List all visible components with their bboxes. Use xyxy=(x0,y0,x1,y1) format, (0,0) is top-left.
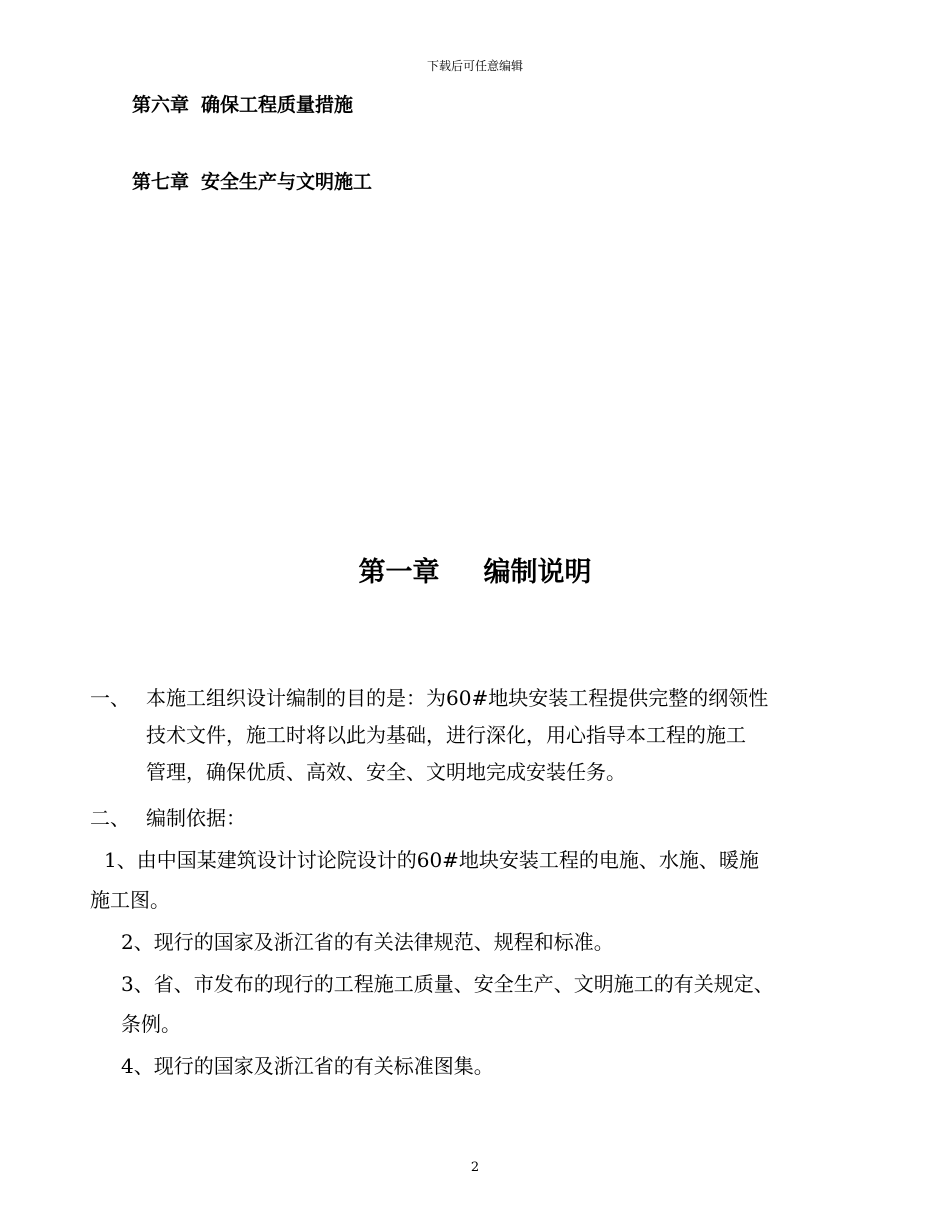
toc-chapter-number: 第七章 xyxy=(132,171,190,193)
paragraph-line: 管理，确保优质、高效、安全、文明地完成安装任务。 xyxy=(146,760,626,784)
toc-entry-chapter-7 xyxy=(132,167,372,194)
paragraph-line: 本施工组织设计编制的目的是：为60#地块安装工程提供完整的纲领性 xyxy=(146,686,769,710)
basis-item-1-continued: 施工图。 xyxy=(90,888,170,912)
chapter-heading xyxy=(0,550,950,589)
basis-item-2: 2、现行的国家及浙江省的有关法律规范、规程和标准。 xyxy=(121,930,614,954)
chapter-title: 编制说明 xyxy=(483,557,592,588)
toc-chapter-number: 第六章 xyxy=(132,94,190,116)
toc-chapter-title: 安全生产与文明施工 xyxy=(201,171,373,193)
section-label: 编制依据： xyxy=(146,806,246,830)
list-marker-2: 二、 xyxy=(90,806,130,830)
basis-item-3-continued: 条例。 xyxy=(121,1012,181,1036)
basis-item-1: 1、由中国某建筑设计讨论院设计的60#地块安装工程的电施、水施、暖施 xyxy=(104,848,759,872)
list-marker-1: 一、 xyxy=(90,686,130,710)
toc-entry-chapter-6 xyxy=(132,90,353,117)
paragraph-line: 技术文件，施工时将以此为基础，进行深化，用心指导本工程的施工 xyxy=(146,723,746,747)
basis-item-3: 3、省、市发布的现行的工程施工质量、安全生产、文明施工的有关规定、 xyxy=(121,972,774,996)
page-header: 下载后可任意编辑 xyxy=(426,59,523,73)
chapter-number: 第一章 xyxy=(358,557,440,588)
basis-item-4: 4、现行的国家及浙江省的有关标准图集。 xyxy=(121,1054,494,1078)
page-number: 2 xyxy=(470,1160,480,1175)
toc-chapter-title: 确保工程质量措施 xyxy=(201,94,354,116)
